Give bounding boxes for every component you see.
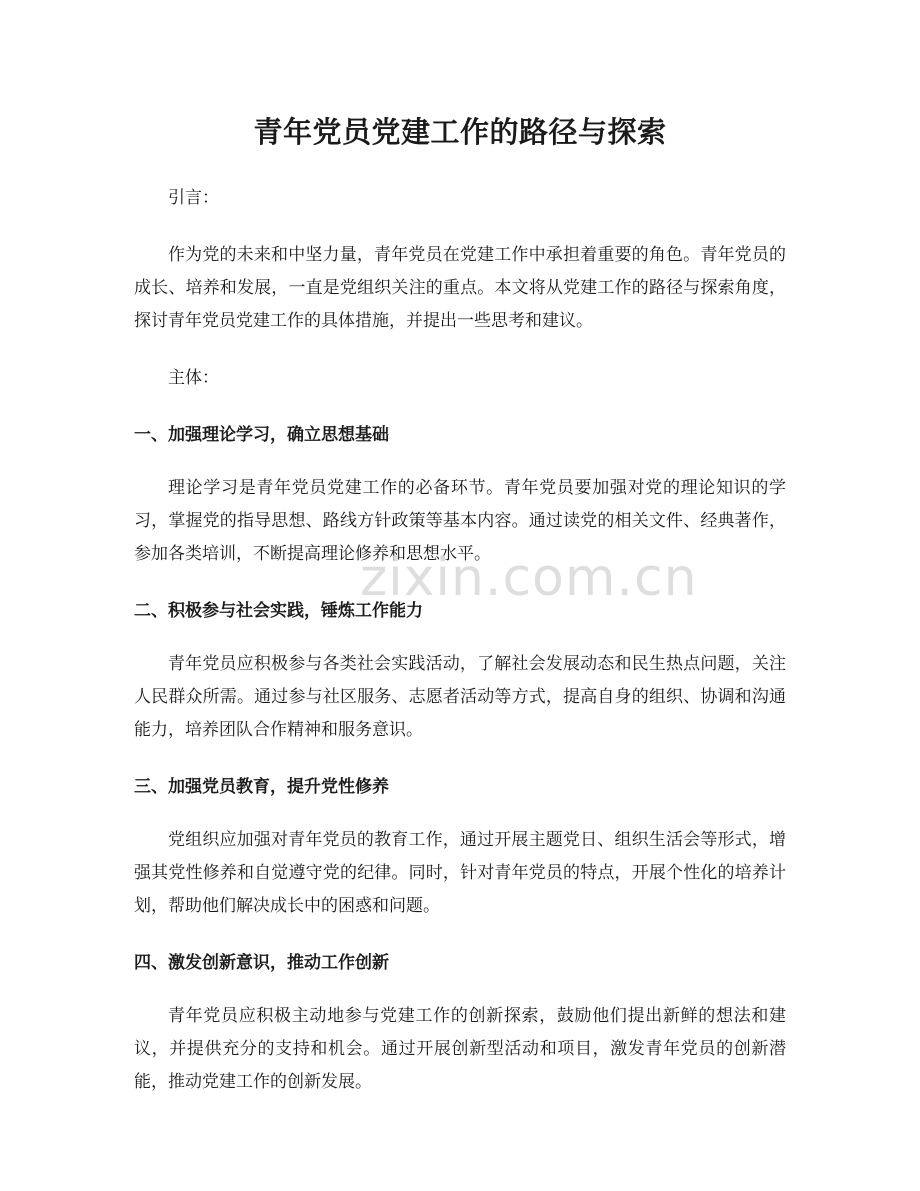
section-paragraph: 理论学习是青年党员党建工作的必备环节。青年党员要加强对党的理论知识的学习，掌握党的指导思想、路线方针政策等基本内容。通过读党的相关文件、经典著作，参加各类培训，不断提高理论修养和思想水平。 xyxy=(134,478,786,564)
section-heading: 四、激发创新意识，推动工作创新 xyxy=(134,953,389,973)
section-1 xyxy=(134,419,786,571)
body-label: 主体： xyxy=(168,368,219,388)
section-paragraph: 党组织应加强对青年党员的教育工作，通过开展主题党日、组织生活会等形式，增强其党性修养和自觉遵守党的纪律。同时，针对青年党员的特点，开展个性化的培养计划，帮助他们解决成长中的困惑和问题。 xyxy=(134,830,786,916)
document-title: 青年党员党建工作的路径与探索 xyxy=(253,115,667,149)
section-heading: 三、加强党员教育，提升党性修养 xyxy=(134,777,389,797)
watermark: zixin.com.cn xyxy=(360,548,698,608)
intro-paragraph: 作为党的未来和中坚力量，青年党员在党建工作中承担着重要的角色。青年党员的成长、培养和发展，一直是党组织关注的重点。本文将从党建工作的路径与探索角度，探讨青年党员党建工作的具体措施，并提出一些思考和建议。 xyxy=(134,245,786,331)
intro-label: 引言： xyxy=(168,188,219,208)
document-body xyxy=(134,182,786,1123)
section-3 xyxy=(134,771,786,923)
section-4 xyxy=(134,947,786,1099)
section-heading: 一、加强理论学习，确立思想基础 xyxy=(134,425,389,445)
section-paragraph: 青年党员应积极主动地参与党建工作的创新探索，鼓励他们提出新鲜的想法和建议，并提供充分的支持和机会。通过开展创新型活动和项目，激发青年党员的创新潜能，推动党建工作的创新发展。 xyxy=(134,1006,786,1092)
section-heading: 二、积极参与社会实践，锤炼工作能力 xyxy=(134,601,423,621)
section-2 xyxy=(134,595,786,747)
section-paragraph: 青年党员应积极参与各类社会实践活动，了解社会发展动态和民生热点问题，关注人民群众所需。通过参与社区服务、志愿者活动等方式，提高自身的组织、协调和沟通能力，培养团队合作精神和服务意识。 xyxy=(134,654,786,740)
